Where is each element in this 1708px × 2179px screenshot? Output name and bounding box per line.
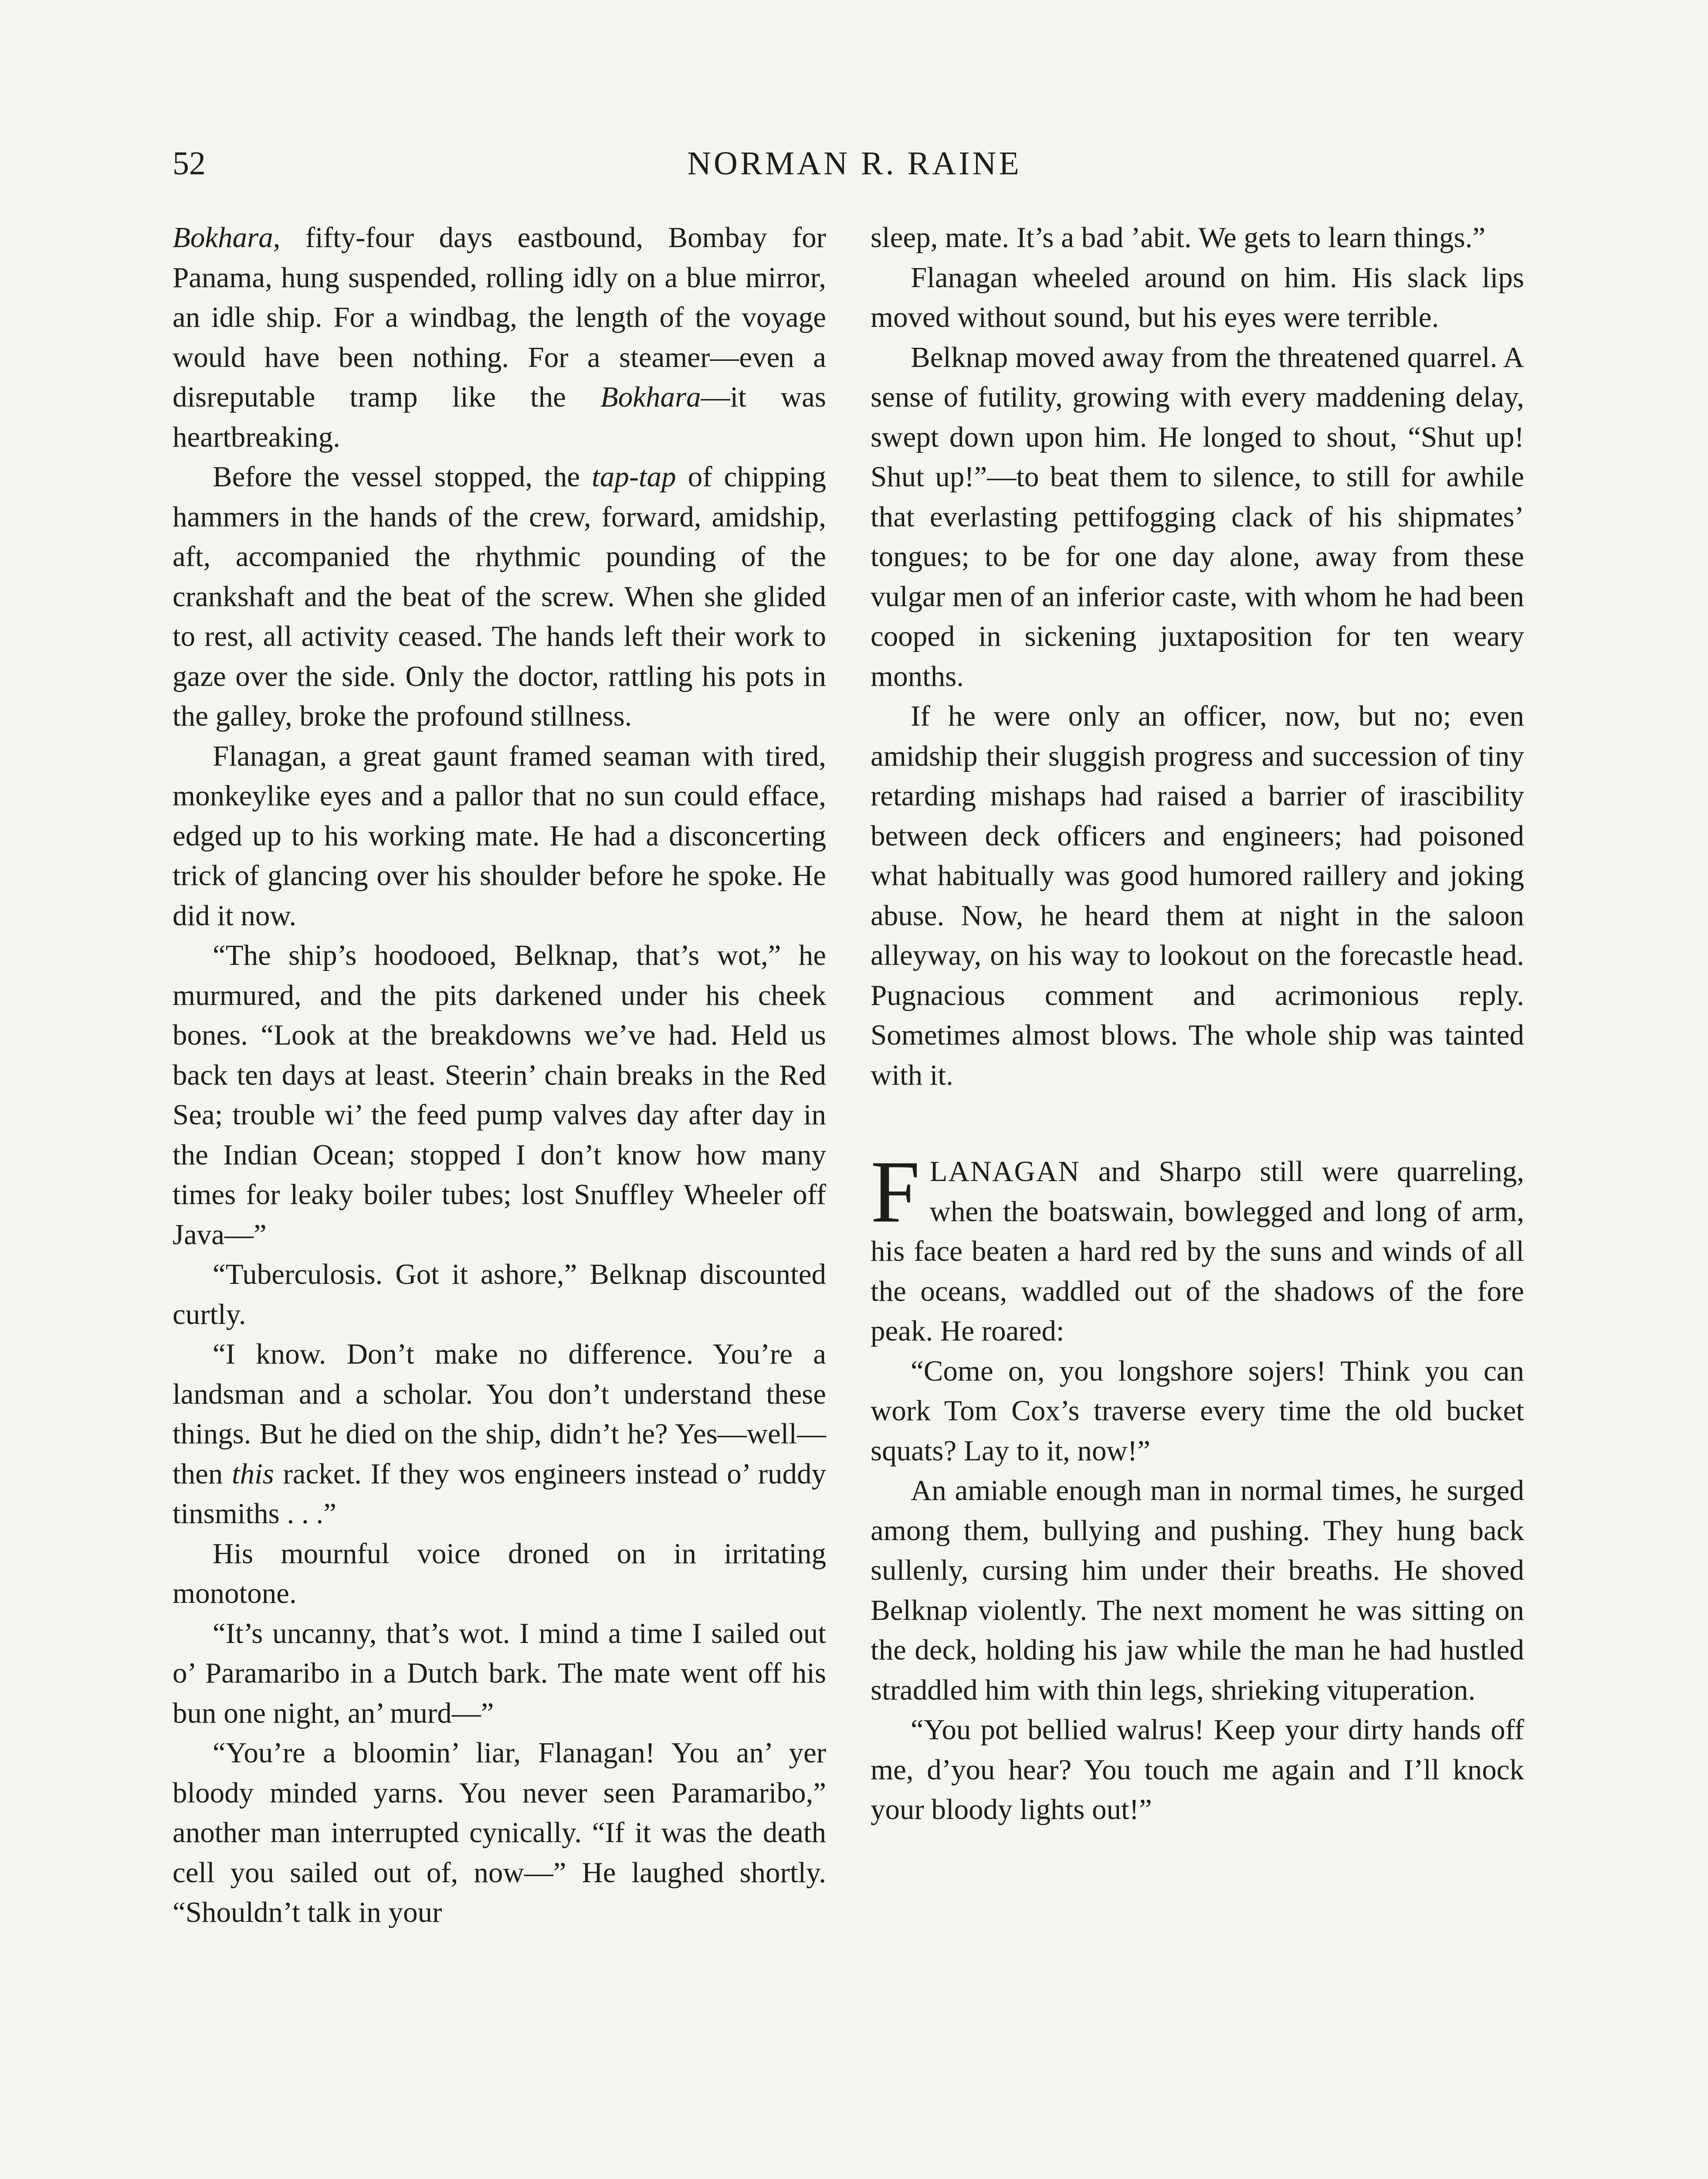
text-run: racket. If they wos engineers instead o’ ruddy tinsmiths . . .” [173,1457,827,1530]
paragraph [871,218,1524,258]
paragraph [173,1614,826,1734]
paragraph [173,1733,826,1933]
text-run: “You’re a bloomin’ liar, Flanagan! You an’ yer bloody minded yarns. You never seen Paramaribo,” another man interrupted cynically. “If it was the death cell you sailed out of, now—” He laughed shortly. “Shouldn’t talk in your [173,1737,826,1928]
paragraph [173,1255,826,1334]
paragraph [871,1351,1524,1471]
text-run: “You pot bellied walrus! Keep your dirty hands off me, d’you hear? You touch me again and I’ll knock your bloody lights out!” [871,1714,1524,1826]
paragraph [871,696,1524,1095]
paragraph [871,1710,1524,1830]
paragraph [173,457,826,737]
paragraph [871,338,1524,697]
paragraph [871,258,1524,338]
text-run: —it was heartbreaking. [173,381,826,453]
running-head: NORMAN R. RAINE [687,145,1022,182]
italic-text: this [232,1457,274,1490]
italic-text: Bokhara [600,381,701,413]
text-run: “The ship’s hoodooed, Belknap, that’s wot,” he murmured, and the pits darkened under his cheek bones. “Look at the breakdowns we’ve had. Held us back ten days at least. Steerin’ chain breaks in the Red Sea; trouble wi’ the feed pump valves day after day in the Indian Ocean; stopped I don’t know how many times for leaky boiler tubes; lost Snuffley Wheeler off Java—” [173,939,826,1251]
text-run: “I know. Don’t make no difference. You’re a landsman and a scholar. You don’t understand these things. But he died on the ship, didn’t he? Yes—well—then [173,1338,826,1490]
text-run: and Sharpo still were quarreling, when the boatswain, bowlegged and long of arm, his face beaten a hard red by the suns and winds of all the oceans, waddled out of the shadows of the fore peak. He roared: [871,1155,1524,1347]
text-run: “Tuberculosis. Got it ashore,” Belknap discounted curtly. [173,1258,826,1330]
text-run: , fifty-four days eastbound, Bombay for Panama, hung suspended, rolling idly on a blue mirror, an idle ship. For a windbag, the length of the voyage would have been nothing. For a steamer—even a disreputable tramp like the [173,221,826,413]
text-run: An amiable enough man in normal times, he surged among them, bullying and pushing. They hung back sullenly, cursing him under their breaths. He shoved Belknap violently. The next moment he was sitting on the deck, holding his jaw while the man he had hustled straddled him with thin legs, shrieking vituperation. [871,1474,1524,1706]
paragraph [173,1534,826,1614]
paragraph [173,936,826,1255]
drop-cap: F [871,1143,920,1241]
page-number: 52 [173,145,206,182]
text-run: “It’s uncanny, that’s wot. I mind a time I sailed out o’ Paramaribo in a Dutch bark. The mate went off his bun one night, an’ murd—” [173,1617,826,1729]
italic-text: tap-tap [592,461,676,493]
text-run: Flanagan wheeled around on him. His slack lips moved without sound, but his eyes were terrible. [871,261,1524,333]
paragraph [871,1143,1524,1351]
paragraph [173,1334,826,1534]
small-caps-lead: LANAGAN [929,1155,1080,1188]
text-run: If he were only an officer, now, but no; even amidship their sluggish progress and succession of tiny retarding mishaps had raised a barrier of irascibility between deck officers and engineers; had poisoned what habitually was good humored raillery and joking abuse. Now, he heard them at night in the saloon alleyway, on his way to lookout on the forecastle head. Pugnacious comment and acrimonious reply. Sometimes almost blows. The whole ship was tainted with it. [871,700,1524,1091]
text-run: sleep, mate. It’s a bad ’abit. We gets to learn things.” [871,221,1486,254]
text-run: of chipping hammers in the hands of the crew, forward, amidship, aft, accompanied the rhythmic pounding of the crankshaft and the beat of the screw. When she glided to rest, all activity ceased. The hands left their work to gaze over the side. Only the doctor, rattling his pots in the galley, broke the profound stillness. [173,461,827,732]
italic-text: Bokhara [173,221,273,254]
text-run: Before the vessel stopped, the [213,461,592,493]
text-run: Flanagan, a great gaunt framed seaman with tired, monkeylike eyes and a pallor that no sun could efface, edged up to his working mate. He had a disconcerting trick of glancing over his shoulder before he spoke. He did it now. [173,740,826,932]
paragraph [173,218,826,457]
paragraph [871,1471,1524,1710]
right-column [871,218,1524,1830]
text-run: “Come on, you longshore sojers! Think you can work Tom Cox’s traverse every time the old bucket squats? Lay to it, now!” [871,1354,1524,1467]
paragraph [173,737,826,936]
page-header [173,139,1536,187]
left-column [173,218,826,1933]
text-run: His mournful voice droned on in irritating monotone. [173,1537,826,1609]
text-run: Belknap moved away from the threatened quarrel. A sense of futility, growing with every maddening delay, swept down upon him. He longed to shout, “Shut up! Shut up!”—to beat them to silence, to still for awhile that everlasting pettifogging clack of his shipmates’ tongues; to be for one day alone, away from these vulgar men of an inferior caste, with whom he had been cooped in sickening juxtaposition for ten weary months. [871,341,1524,692]
